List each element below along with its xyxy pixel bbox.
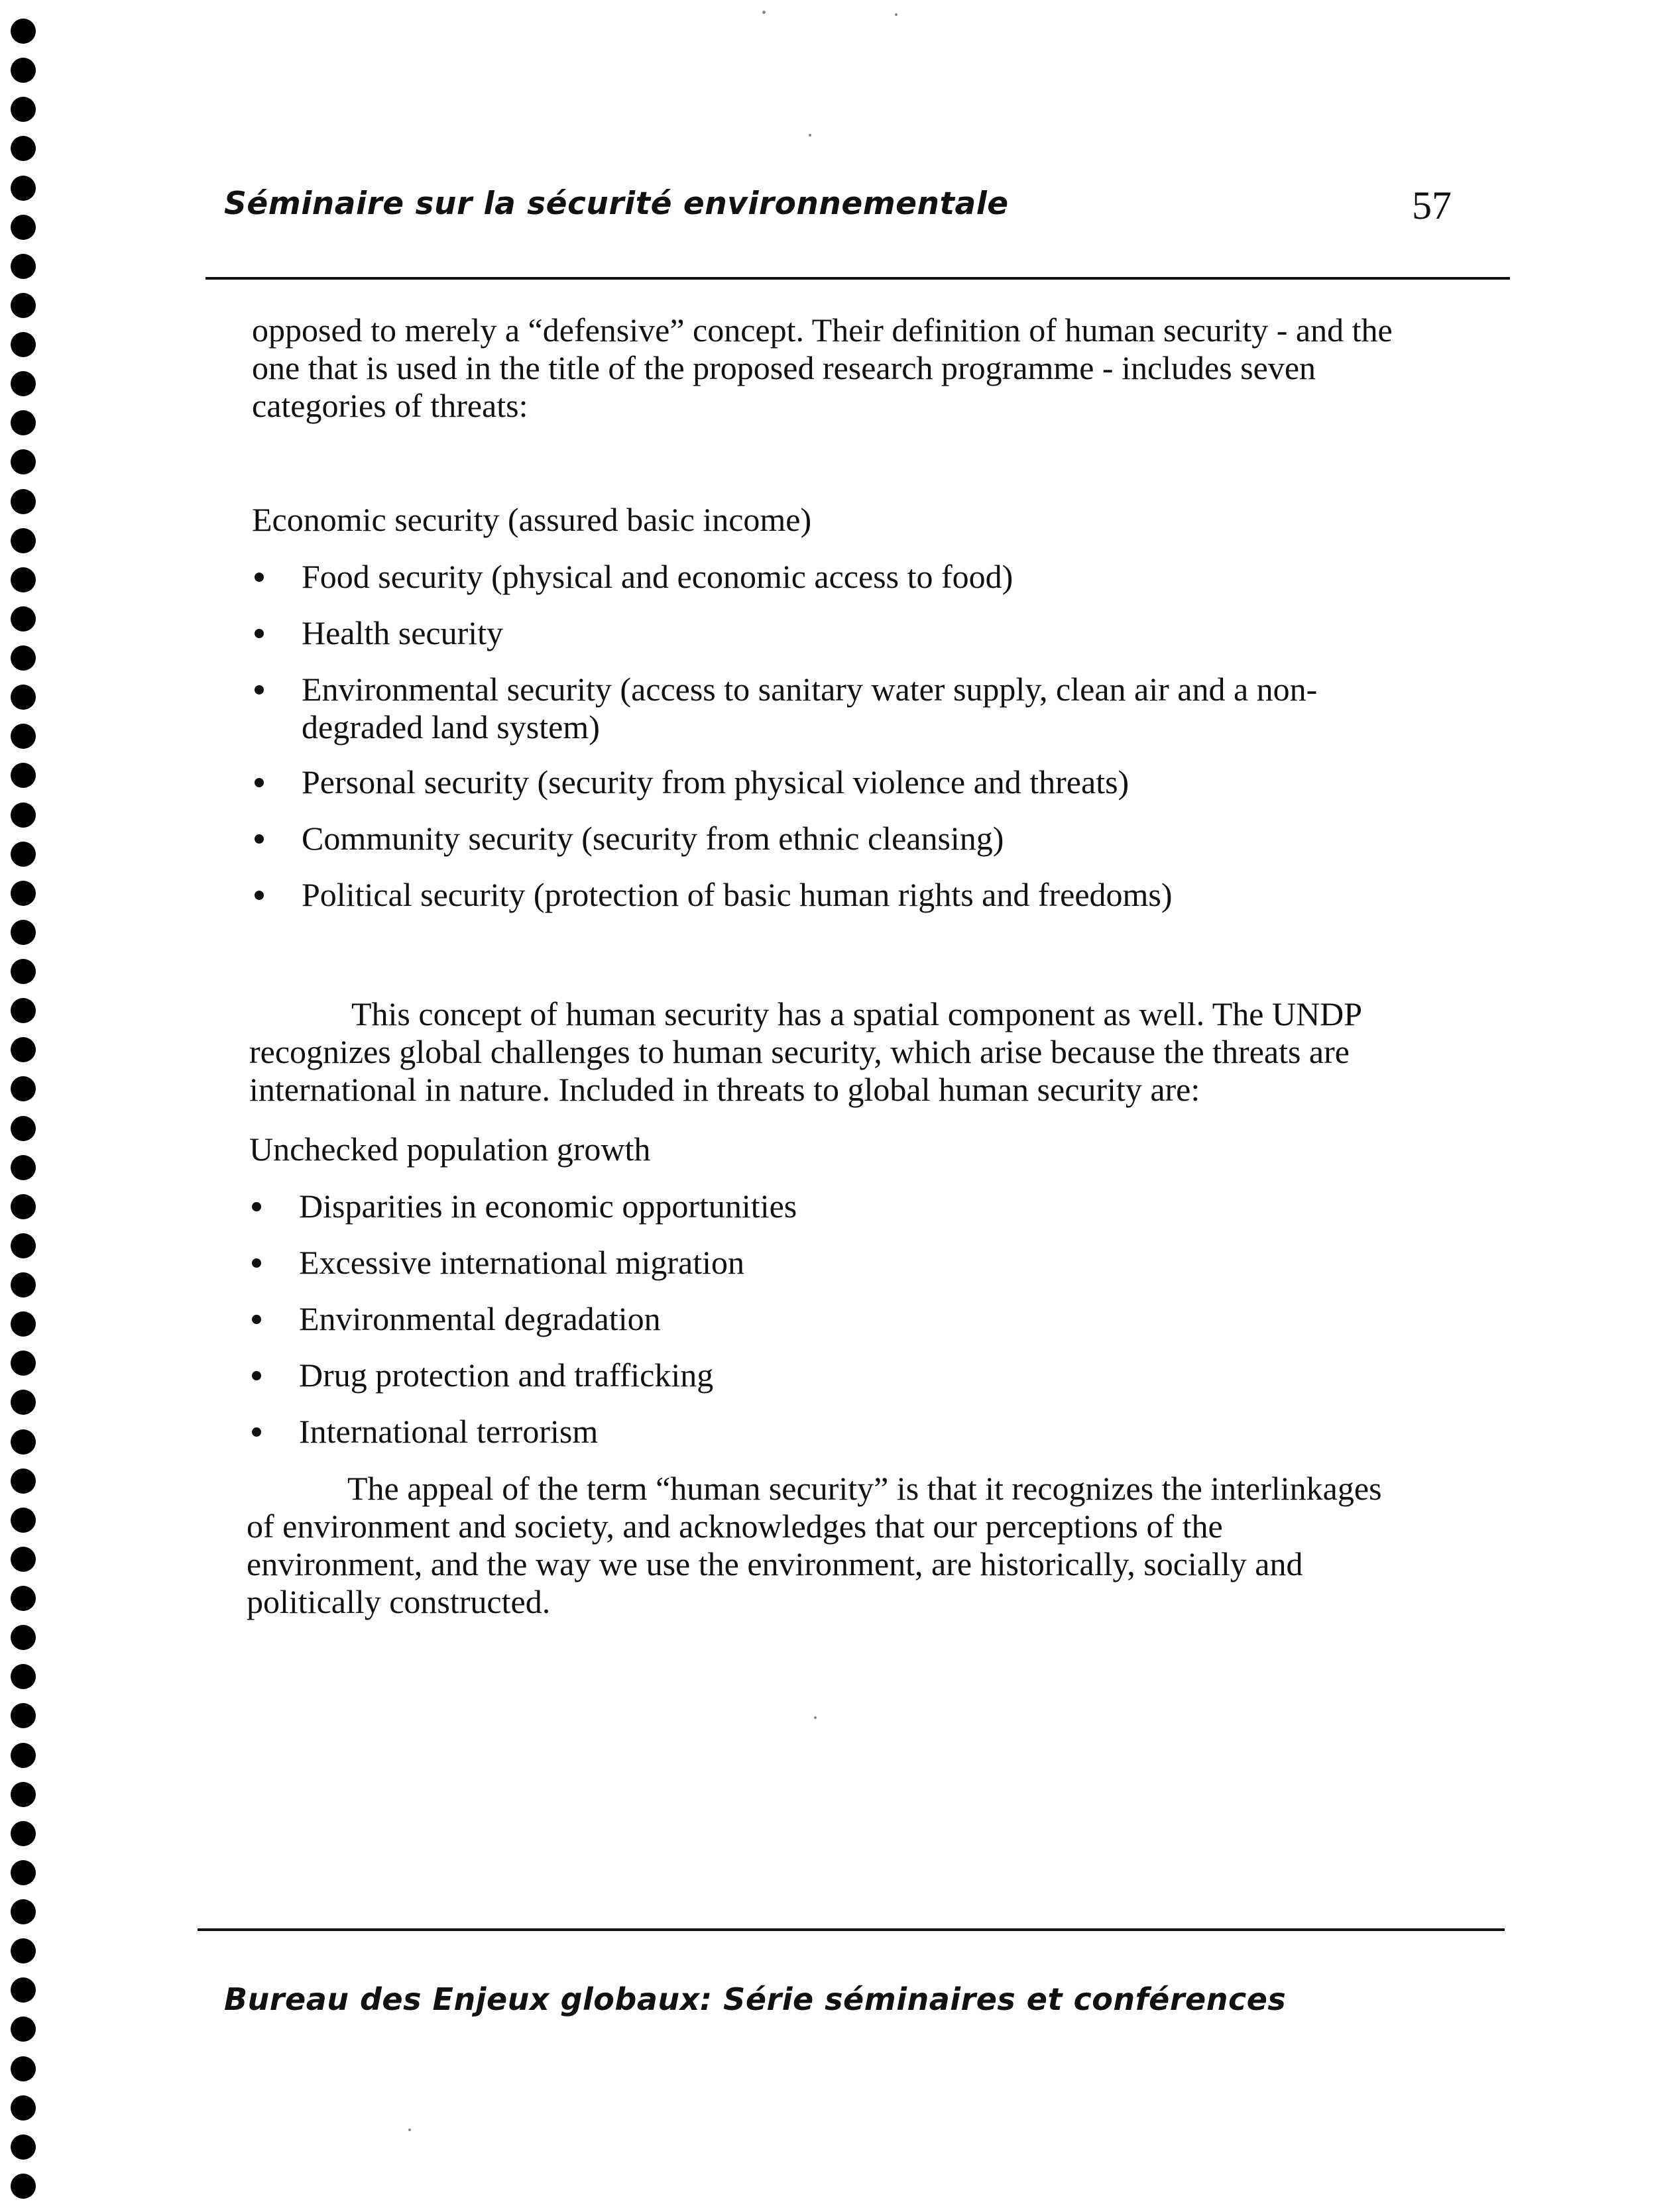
list-item-line: Health security (302, 614, 504, 651)
binding-hole (11, 2174, 36, 2199)
bullet-icon (255, 629, 264, 638)
list-item (252, 820, 1317, 857)
paragraph-3 (247, 1470, 1382, 1621)
binding-hole (11, 2095, 36, 2121)
binding-hole (11, 19, 36, 44)
list-item (249, 1413, 797, 1451)
paragraph-line: This concept of human security has a spatial component as well. The UNDP (351, 995, 1363, 1032)
binding-hole (11, 842, 36, 867)
binding-hole (11, 215, 36, 240)
paragraph-line: categories of threats: (252, 387, 528, 424)
binding-hole (11, 1468, 36, 1494)
binding-hole (11, 763, 36, 788)
list-item (252, 876, 1317, 914)
list-item (249, 1188, 797, 1225)
binding-hole (11, 998, 36, 1023)
list-item-line: Food security (physical and economic access to food) (302, 558, 1013, 595)
binding-hole (11, 1076, 36, 1101)
bullet-icon (255, 891, 264, 900)
binding-hole (11, 959, 36, 984)
scan-speck (762, 11, 766, 14)
page-number: 57 (1412, 184, 1452, 227)
threat-categories-list (252, 558, 1317, 914)
binding-hole (11, 1703, 36, 1728)
binding-hole (11, 449, 36, 474)
binding-hole (11, 176, 36, 201)
bullet-icon (252, 1371, 261, 1380)
list-item (252, 763, 1317, 801)
binding-hole (11, 1351, 36, 1376)
binding-hole (11, 802, 36, 828)
binding-hole (11, 2056, 36, 2081)
list-item-line: Excessive international migration (299, 1244, 745, 1281)
binding-hole (11, 2134, 36, 2160)
list-item-line: Community security (security from ethnic cleansing) (302, 820, 1004, 857)
binding-hole (11, 1272, 36, 1298)
binding-hole (11, 58, 36, 83)
paragraph-line: politically constructed. (247, 1583, 551, 1620)
binding-hole (11, 1037, 36, 1062)
header-rule (205, 277, 1510, 280)
list-item-line: International terrorism (299, 1413, 599, 1450)
binding-hole (11, 1782, 36, 1807)
binding-hole (11, 293, 36, 318)
bullet-icon (255, 685, 264, 694)
binding-hole (11, 1390, 36, 1415)
scan-speck (895, 13, 897, 16)
binding-hole (11, 410, 36, 435)
binding-hole (11, 1860, 36, 1885)
binding-hole (11, 1743, 36, 1768)
binding-hole (11, 1821, 36, 1846)
list-item (252, 671, 1317, 746)
binding-hole (11, 685, 36, 710)
running-footer-title: Bureau des Enjeux globaux: Série séminaires et conférences (224, 1981, 1287, 2017)
running-header-title: Séminaire sur la sécurité environnementale (224, 186, 1009, 222)
paragraph-line: of environment and society, and acknowledges that our perceptions of the (247, 1508, 1223, 1545)
list-item-line: Drug protection and trafficking (299, 1356, 714, 1394)
paragraph-line: The appeal of the term “human security” is that it recognizes the interlinkages (347, 1470, 1382, 1507)
bullet-icon (255, 778, 264, 787)
list-item (249, 1300, 797, 1338)
scan-speck (408, 2129, 411, 2131)
binding-hole (11, 645, 36, 671)
binding-hole (11, 1899, 36, 1924)
binding-hole (11, 136, 36, 161)
binding-hole (11, 1586, 36, 1611)
paragraph-line: opposed to merely a “defensive” concept. Their definition of human security - and the (252, 311, 1393, 349)
binding-hole (11, 920, 36, 945)
binding-hole (11, 1116, 36, 1141)
binding-hole (11, 528, 36, 553)
binding-hole (11, 1311, 36, 1337)
bullet-icon (252, 1315, 261, 1324)
binding-hole (11, 97, 36, 122)
binding-hole (11, 332, 36, 357)
footer-rule (198, 1928, 1505, 1931)
list-2-lead: Unchecked population growth (249, 1131, 651, 1168)
binding-hole (11, 1977, 36, 2003)
bullet-icon (255, 834, 264, 844)
scan-speck (814, 1716, 817, 1719)
binding-hole (11, 1938, 36, 1963)
scan-speck (809, 134, 811, 137)
binding-hole (11, 606, 36, 632)
binding-hole (11, 1508, 36, 1533)
binding-hole (11, 1233, 36, 1258)
binding-holes (11, 19, 37, 2199)
list-item-line: Personal security (security from physical violence and threats) (302, 763, 1129, 801)
paragraph-1 (252, 311, 1393, 425)
list-item-line: degraded land system) (302, 708, 600, 746)
bullet-icon (252, 1427, 261, 1437)
binding-hole (11, 1194, 36, 1219)
list-item-line: Environmental security (access to sanitary water supply, clean air and a non- (302, 671, 1318, 708)
binding-hole (11, 881, 36, 906)
bullet-icon (255, 573, 264, 582)
binding-hole (11, 1547, 36, 1572)
binding-hole (11, 2017, 36, 2042)
list-item (249, 1356, 797, 1394)
binding-hole (11, 371, 36, 396)
paragraph-line: international in nature. Included in threats to global human security are: (249, 1071, 1200, 1108)
binding-hole (11, 1664, 36, 1689)
paragraph-2 (249, 995, 1362, 1109)
bullet-icon (252, 1202, 261, 1211)
bullet-icon (252, 1258, 261, 1268)
list-1-lead: Economic security (assured basic income) (252, 501, 812, 538)
list-item (252, 614, 1317, 652)
binding-hole (11, 1625, 36, 1650)
list-item-line: Environmental degradation (299, 1300, 661, 1337)
binding-hole (11, 489, 36, 514)
paragraph-line: environment, and the way we use the environment, are historically, socially and (247, 1545, 1303, 1582)
binding-hole (11, 254, 36, 279)
paragraph-line: one that is used in the title of the proposed research programme - includes seven (252, 349, 1316, 386)
paragraph-line: recognizes global challenges to human security, which arise because the threats are (249, 1033, 1350, 1070)
list-item (252, 558, 1317, 596)
list-item-line: Political security (protection of basic human rights and freedoms) (302, 876, 1173, 913)
list-item (249, 1244, 797, 1282)
binding-hole (11, 1429, 36, 1455)
global-threats-list (249, 1188, 797, 1451)
binding-hole (11, 1155, 36, 1180)
binding-hole (11, 724, 36, 749)
binding-hole (11, 567, 36, 592)
list-item-line: Disparities in economic opportunities (299, 1188, 797, 1225)
